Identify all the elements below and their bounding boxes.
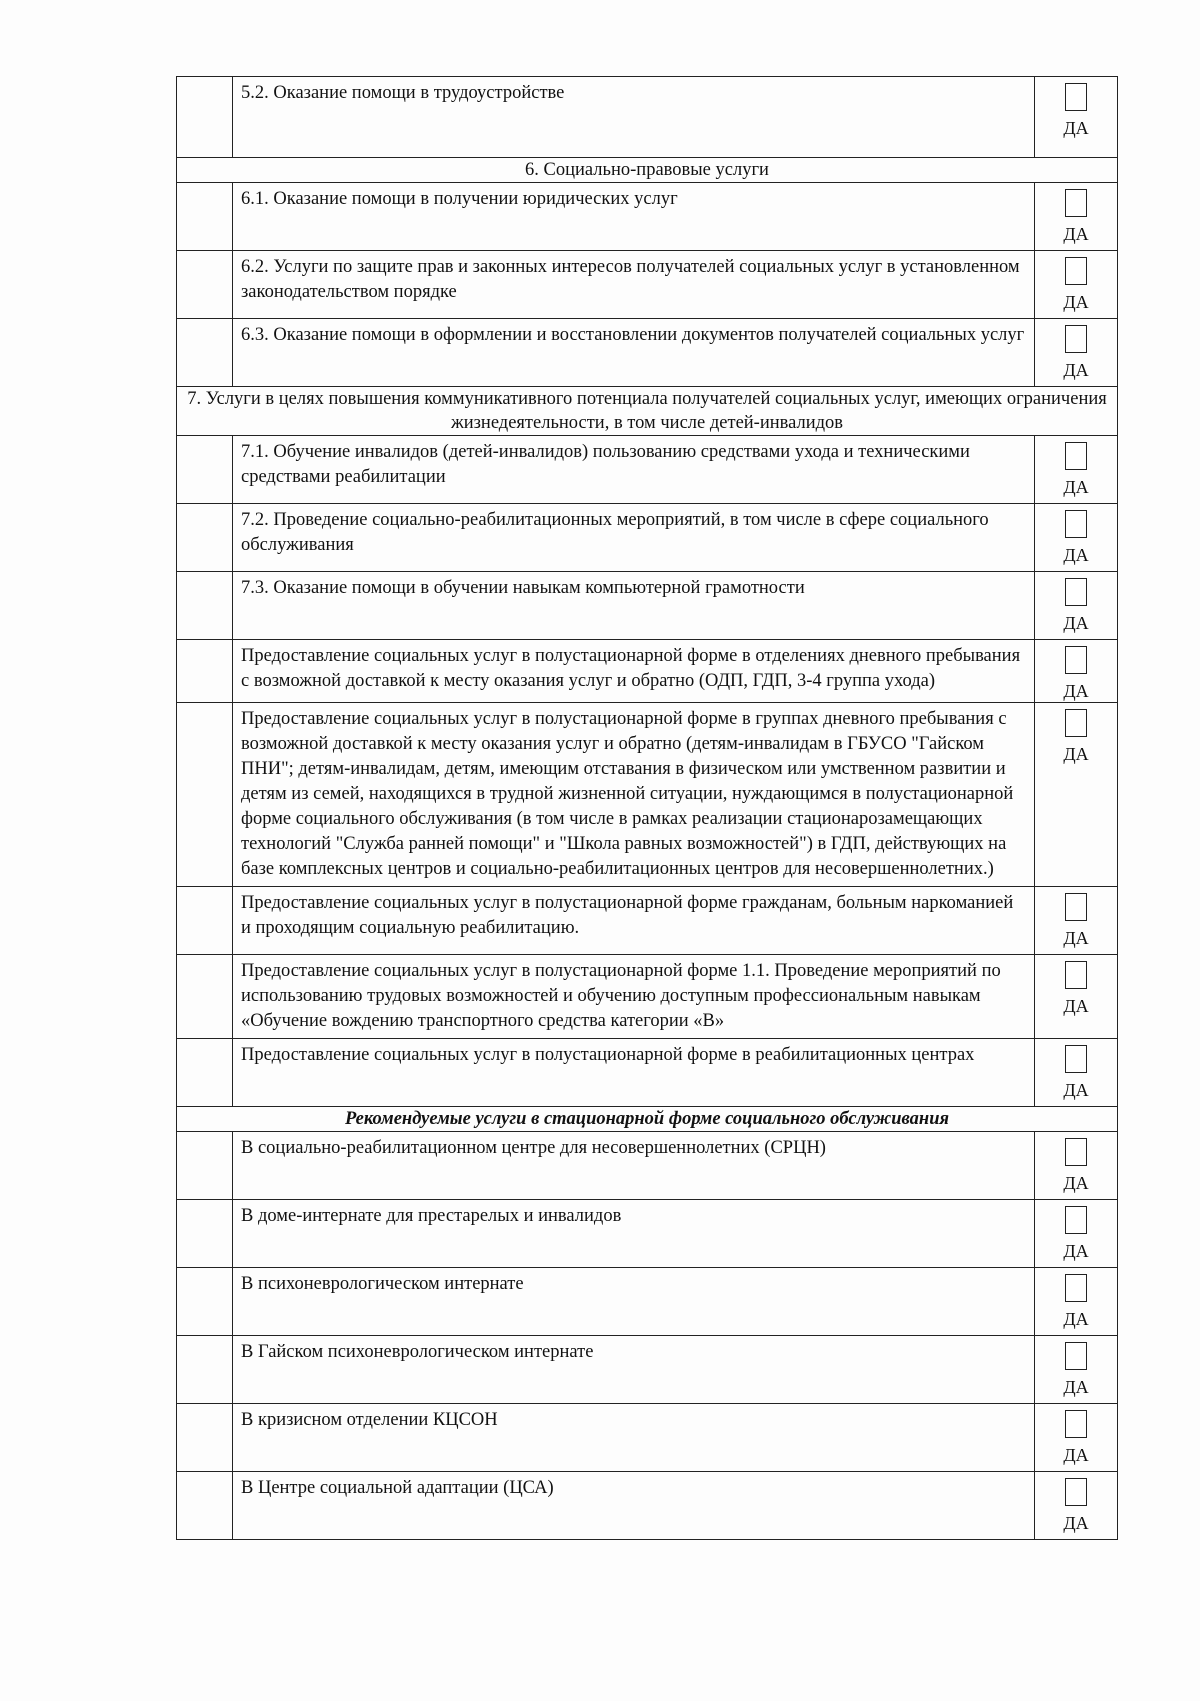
service-label: Предоставление социальных услуг в полустационарной форме в реабилитационных центрах <box>233 1039 1035 1107</box>
row-number-cell <box>177 887 233 955</box>
section-header: Рекомендуемые услуги в стационарной форме социального обслуживания <box>177 1107 1118 1132</box>
service-label: Предоставление социальных услуг в полустационарной форме гражданам, больным наркоманией и проходящим социальную реабилитацию. <box>233 887 1035 955</box>
service-label: Предоставление социальных услуг в полустационарной форме в отделениях дневного пребывания с возможной доставкой к месту оказания услуг и обратно (ОДП, ГДП, 3-4 группа ухода) <box>233 640 1035 703</box>
service-row <box>177 436 1118 504</box>
yes-label: ДА <box>1063 1309 1089 1329</box>
service-label: В Центре социальной адаптации (ЦСА) <box>233 1472 1035 1540</box>
service-label: 7.2. Проведение социально-реабилитационных мероприятий, в том числе в сфере социального обслуживания <box>233 504 1035 572</box>
yes-checkbox-cell <box>1035 251 1118 319</box>
yes-checkbox-cell <box>1035 77 1118 158</box>
yes-label: ДА <box>1063 545 1089 565</box>
yes-checkbox[interactable] <box>1065 189 1087 217</box>
service-row <box>177 77 1118 158</box>
yes-checkbox-group[interactable] <box>1035 1404 1117 1466</box>
section-header-row <box>177 158 1118 183</box>
service-row <box>177 1404 1118 1472</box>
row-number-cell <box>177 1472 233 1540</box>
row-number-cell <box>177 1404 233 1472</box>
yes-checkbox-group[interactable] <box>1035 1472 1117 1534</box>
row-number-cell <box>177 319 233 387</box>
service-row <box>177 1472 1118 1540</box>
yes-checkbox-group[interactable] <box>1035 887 1117 949</box>
service-label: Предоставление социальных услуг в полустационарной форме в группах дневного пребывания с возможной доставкой к месту оказания услуг и обратно (детям-инвалидам в ГБУСО "Гайском ПНИ"; детям-инвалидам, детям, имеющим отставания в физическом или умственном развитии и детям из семей, находящихся в трудной жизненной ситуации, нуждающимся в полустационарной форме социального обслуживания (в том числе в рамках реализации стационарозамещающих технологий "Служба ранней помощи" и "Школа равных возможностей") в ГДП, действующих на базе комплексных центров и социально-реабилитационных центров для несовершеннолетних.) <box>233 703 1035 887</box>
yes-checkbox[interactable] <box>1065 646 1087 674</box>
service-label: 6.2. Услуги по защите прав и законных интересов получателей социальных услуг в установленном законодательством порядке <box>233 251 1035 319</box>
yes-checkbox-group[interactable] <box>1035 1200 1117 1262</box>
yes-label: ДА <box>1063 118 1089 138</box>
yes-checkbox-cell <box>1035 1268 1118 1336</box>
service-row <box>177 1132 1118 1200</box>
row-number-cell <box>177 703 233 887</box>
service-label: 6.1. Оказание помощи в получении юридических услуг <box>233 183 1035 251</box>
row-number-cell <box>177 77 233 158</box>
service-row <box>177 703 1118 887</box>
yes-checkbox-group[interactable] <box>1035 319 1117 381</box>
yes-checkbox-cell <box>1035 1132 1118 1200</box>
service-row <box>177 572 1118 640</box>
service-row <box>177 1039 1118 1107</box>
service-label: 6.3. Оказание помощи в оформлении и восстановлении документов получателей социальных услуг <box>233 319 1035 387</box>
yes-checkbox[interactable] <box>1065 325 1087 353</box>
service-row <box>177 640 1118 703</box>
yes-checkbox-cell <box>1035 319 1118 387</box>
yes-checkbox-group[interactable] <box>1035 703 1117 765</box>
yes-label: ДА <box>1063 292 1089 312</box>
yes-checkbox-cell <box>1035 504 1118 572</box>
row-number-cell <box>177 572 233 640</box>
yes-checkbox-cell <box>1035 955 1118 1039</box>
row-number-cell <box>177 955 233 1039</box>
yes-checkbox-cell <box>1035 183 1118 251</box>
yes-label: ДА <box>1063 681 1089 701</box>
service-row <box>177 319 1118 387</box>
yes-checkbox[interactable] <box>1065 578 1087 606</box>
yes-checkbox-group[interactable] <box>1035 572 1117 634</box>
row-number-cell <box>177 183 233 251</box>
yes-checkbox-cell <box>1035 1336 1118 1404</box>
yes-checkbox-cell <box>1035 640 1118 703</box>
yes-checkbox[interactable] <box>1065 1138 1087 1166</box>
yes-label: ДА <box>1063 1445 1089 1465</box>
yes-label: ДА <box>1063 1513 1089 1533</box>
yes-checkbox[interactable] <box>1065 1478 1087 1506</box>
yes-checkbox-cell <box>1035 1472 1118 1540</box>
row-number-cell <box>177 1132 233 1200</box>
yes-checkbox[interactable] <box>1065 1274 1087 1302</box>
row-number-cell <box>177 1336 233 1404</box>
yes-checkbox-group[interactable] <box>1035 504 1117 566</box>
row-number-cell <box>177 504 233 572</box>
yes-checkbox-cell <box>1035 1200 1118 1268</box>
yes-checkbox-cell <box>1035 436 1118 504</box>
yes-checkbox-group[interactable] <box>1035 640 1117 702</box>
section-header: 6. Социально-правовые услуги <box>177 158 1118 183</box>
yes-label: ДА <box>1063 1080 1089 1100</box>
yes-checkbox[interactable] <box>1065 83 1087 111</box>
service-row <box>177 183 1118 251</box>
service-label: 5.2. Оказание помощи в трудоустройстве <box>233 77 1035 158</box>
yes-label: ДА <box>1063 360 1089 380</box>
yes-label: ДА <box>1063 477 1089 497</box>
yes-checkbox-cell <box>1035 1404 1118 1472</box>
service-label: 7.1. Обучение инвалидов (детей-инвалидов) пользованию средствами ухода и техническими средствами реабилитации <box>233 436 1035 504</box>
section-header-row <box>177 1107 1118 1132</box>
row-number-cell <box>177 251 233 319</box>
service-row <box>177 1268 1118 1336</box>
service-label: В Гайском психоневрологическом интернате <box>233 1336 1035 1404</box>
row-number-cell <box>177 640 233 703</box>
yes-label: ДА <box>1063 928 1089 948</box>
row-number-cell <box>177 1039 233 1107</box>
yes-checkbox[interactable] <box>1065 1206 1087 1234</box>
service-row <box>177 251 1118 319</box>
service-row <box>177 1200 1118 1268</box>
yes-checkbox-group[interactable] <box>1035 1336 1117 1398</box>
yes-checkbox-group[interactable] <box>1035 77 1117 139</box>
yes-checkbox[interactable] <box>1065 442 1087 470</box>
yes-checkbox-group[interactable] <box>1035 436 1117 498</box>
services-table-body <box>177 77 1118 1540</box>
service-row <box>177 955 1118 1039</box>
yes-checkbox-cell <box>1035 703 1118 887</box>
service-row <box>177 1336 1118 1404</box>
section-header-row <box>177 387 1118 436</box>
yes-checkbox[interactable] <box>1065 961 1087 989</box>
yes-label: ДА <box>1063 1173 1089 1193</box>
yes-label: ДА <box>1063 1241 1089 1261</box>
service-row <box>177 887 1118 955</box>
yes-checkbox-group[interactable] <box>1035 1132 1117 1194</box>
service-row <box>177 504 1118 572</box>
row-number-cell <box>177 1268 233 1336</box>
yes-checkbox-cell <box>1035 887 1118 955</box>
row-number-cell <box>177 436 233 504</box>
service-label: В психоневрологическом интернате <box>233 1268 1035 1336</box>
yes-checkbox-cell <box>1035 572 1118 640</box>
yes-label: ДА <box>1063 224 1089 244</box>
service-label: В доме-интернате для престарелых и инвалидов <box>233 1200 1035 1268</box>
service-label: В социально-реабилитационном центре для несовершеннолетних (СРЦН) <box>233 1132 1035 1200</box>
yes-label: ДА <box>1063 1377 1089 1397</box>
service-label: 7.3. Оказание помощи в обучении навыкам компьютерной грамотности <box>233 572 1035 640</box>
row-number-cell <box>177 1200 233 1268</box>
service-label: Предоставление социальных услуг в полустационарной форме 1.1. Проведение мероприятий по использованию трудовых возможностей и обучению доступным профессиональным навыкам «Обучение вождению транспортного средства категории «В» <box>233 955 1035 1039</box>
yes-checkbox[interactable] <box>1065 257 1087 285</box>
yes-checkbox[interactable] <box>1065 709 1087 737</box>
section-header: 7. Услуги в целях повышения коммуникативного потенциала получателей социальных услуг, имеющих ограничения жизнедеятельности, в том числе детей-инвалидов <box>177 387 1118 436</box>
yes-checkbox[interactable] <box>1065 1045 1087 1073</box>
yes-checkbox[interactable] <box>1065 1410 1087 1438</box>
yes-checkbox[interactable] <box>1065 510 1087 538</box>
yes-checkbox-group[interactable] <box>1035 251 1117 313</box>
yes-checkbox-group[interactable] <box>1035 1039 1117 1101</box>
yes-checkbox[interactable] <box>1065 1342 1087 1370</box>
yes-label: ДА <box>1063 744 1089 764</box>
yes-checkbox-cell <box>1035 1039 1118 1107</box>
yes-checkbox-group[interactable] <box>1035 955 1117 1017</box>
services-table <box>176 76 1118 1540</box>
service-label: В кризисном отделении КЦСОН <box>233 1404 1035 1472</box>
yes-checkbox-group[interactable] <box>1035 1268 1117 1330</box>
yes-checkbox[interactable] <box>1065 893 1087 921</box>
yes-label: ДА <box>1063 613 1089 633</box>
yes-label: ДА <box>1063 996 1089 1016</box>
yes-checkbox-group[interactable] <box>1035 183 1117 245</box>
